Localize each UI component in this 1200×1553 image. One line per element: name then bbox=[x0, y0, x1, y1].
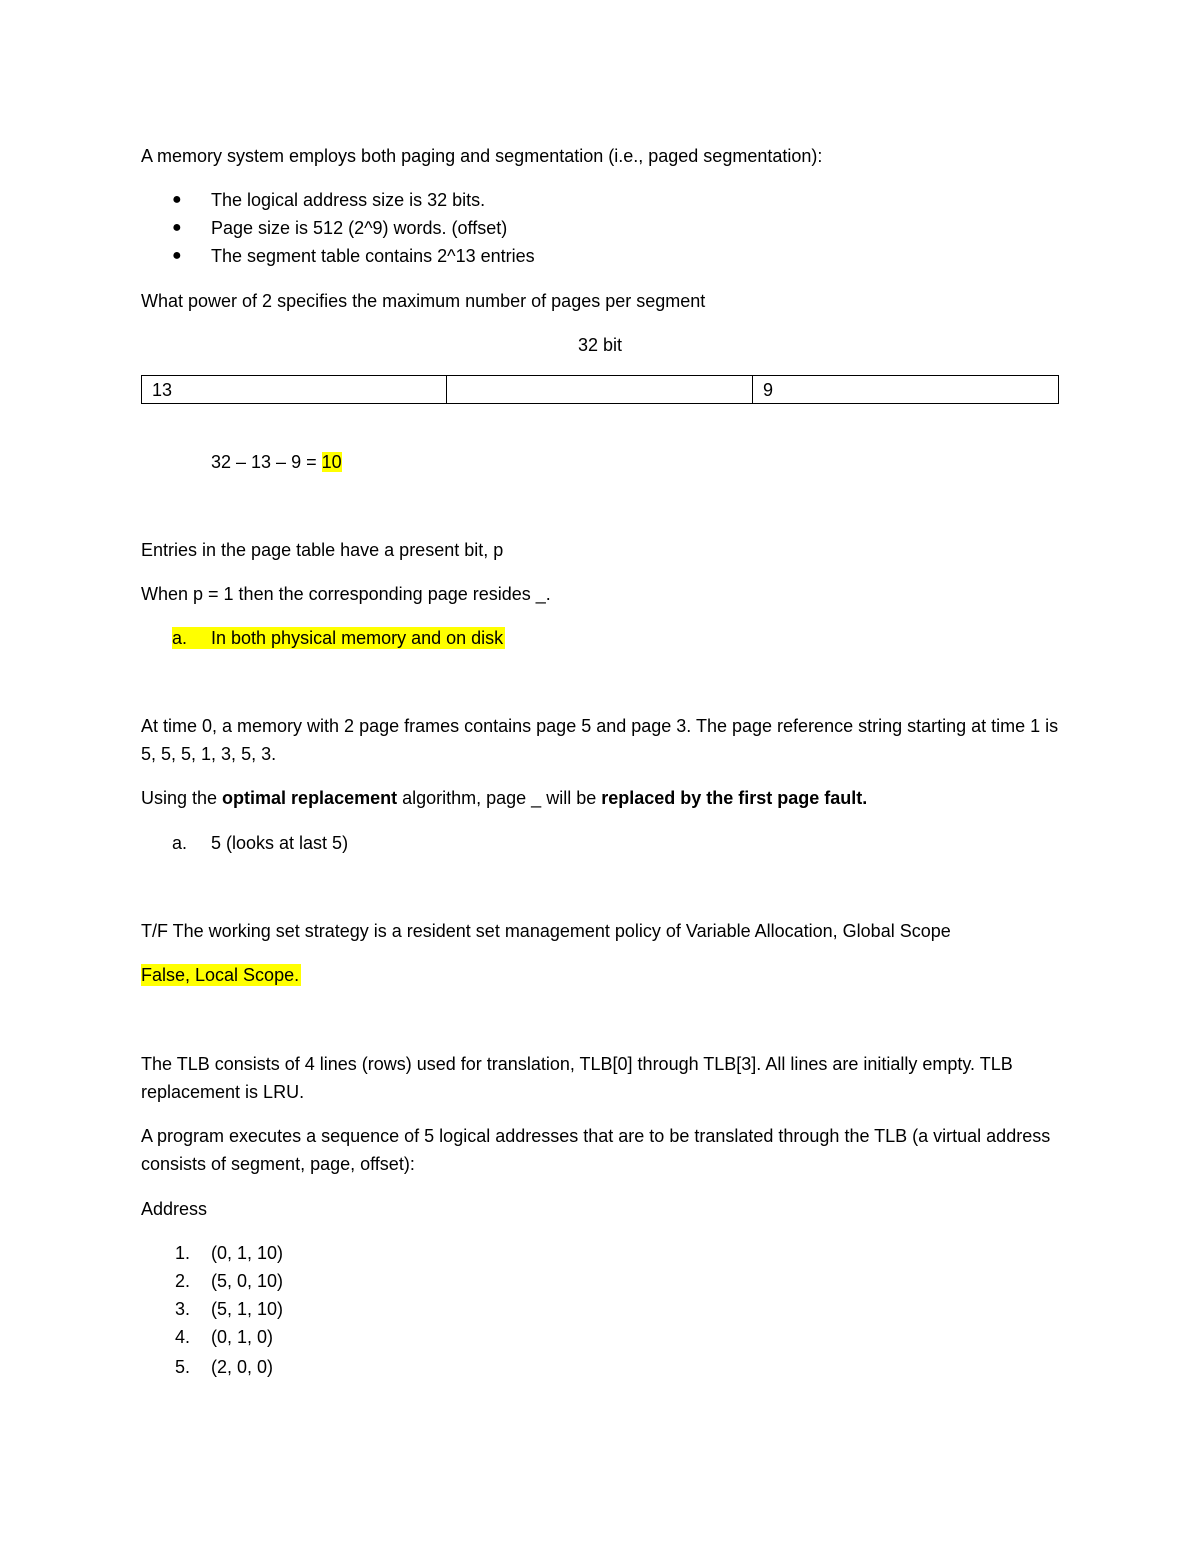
answer-text: In both physical memory and on disk bbox=[211, 628, 504, 648]
optimal-replacement-question bbox=[141, 787, 867, 809]
address-bit-table bbox=[141, 375, 1059, 404]
question-emphasis: replaced by the first page fault. bbox=[601, 788, 868, 808]
optimal-replacement-answer bbox=[172, 832, 348, 854]
working-set-answer: False, Local Scope. bbox=[141, 965, 300, 985]
address-item: (0, 1, 0) bbox=[211, 1327, 274, 1347]
calculation-answer: 10 bbox=[321, 452, 342, 472]
program-description: A program executes a sequence of 5 logical addresses that are to be translated through the TLB (a virtual address consists of segment, page, offset): bbox=[141, 1126, 1051, 1174]
address-label: Address bbox=[141, 1199, 208, 1219]
segment-bits-cell: 13 bbox=[142, 376, 447, 404]
list-number: 1. bbox=[175, 1243, 191, 1263]
answer-marker: a. bbox=[172, 628, 188, 648]
page-bits-cell bbox=[447, 376, 753, 404]
question-pages-per-segment: What power of 2 specifies the maximum number of pages per segment bbox=[141, 291, 706, 311]
question-part: Using the bbox=[141, 788, 223, 808]
list-number: 3. bbox=[175, 1299, 191, 1319]
bullet-item: The logical address size is 32 bits. bbox=[211, 190, 486, 210]
address-item: (5, 1, 10) bbox=[211, 1299, 284, 1319]
address-item: (0, 1, 10) bbox=[211, 1243, 284, 1263]
bullet-item: Page size is 512 (2^9) words. (offset) bbox=[211, 218, 508, 238]
bullet-item: The segment table contains 2^13 entries bbox=[211, 246, 535, 266]
tlb-description: The TLB consists of 4 lines (rows) used for translation, TLB[0] through TLB[3]. All lines are initially empty. TLB replacement is LRU. bbox=[141, 1054, 1013, 1102]
question-part: algorithm, page _ will be bbox=[397, 788, 602, 808]
present-bit-statement: Entries in the page table have a present bit, p bbox=[141, 540, 504, 560]
bullet-icon: ● bbox=[172, 191, 182, 208]
page-reference-paragraph: At time 0, a memory with 2 page frames contains page 5 and page 3. The page reference string starting at time 1 is 5, 5, 5, 1, 3, 5, 3. bbox=[141, 716, 1059, 764]
answer-text: 5 (looks at last 5) bbox=[211, 833, 349, 853]
answer-marker: a. bbox=[172, 833, 188, 853]
bullet-icon: ● bbox=[172, 219, 182, 236]
list-number: 4. bbox=[175, 1327, 191, 1347]
offset-bits-cell: 9 bbox=[753, 376, 1059, 404]
address-item: (5, 0, 10) bbox=[211, 1271, 284, 1291]
bullet-icon: ● bbox=[172, 247, 182, 264]
list-number: 2. bbox=[175, 1271, 191, 1291]
present-bit-question: When p = 1 then the corresponding page resides _. bbox=[141, 584, 551, 604]
intro-text: A memory system employs both paging and segmentation (i.e., paged segmentation): bbox=[141, 146, 823, 166]
calculation-expression: 32 – 13 – 9 = bbox=[211, 452, 322, 472]
bit-width-label: 32 bit bbox=[577, 335, 623, 355]
address-item: (2, 0, 0) bbox=[211, 1357, 274, 1377]
question-emphasis: optimal replacement bbox=[222, 788, 398, 808]
present-bit-answer bbox=[172, 627, 505, 649]
calculation bbox=[211, 451, 342, 473]
list-number: 5. bbox=[175, 1357, 191, 1377]
working-set-question: T/F The working set strategy is a resident set management policy of Variable Allocation, Global Scope bbox=[141, 921, 951, 941]
